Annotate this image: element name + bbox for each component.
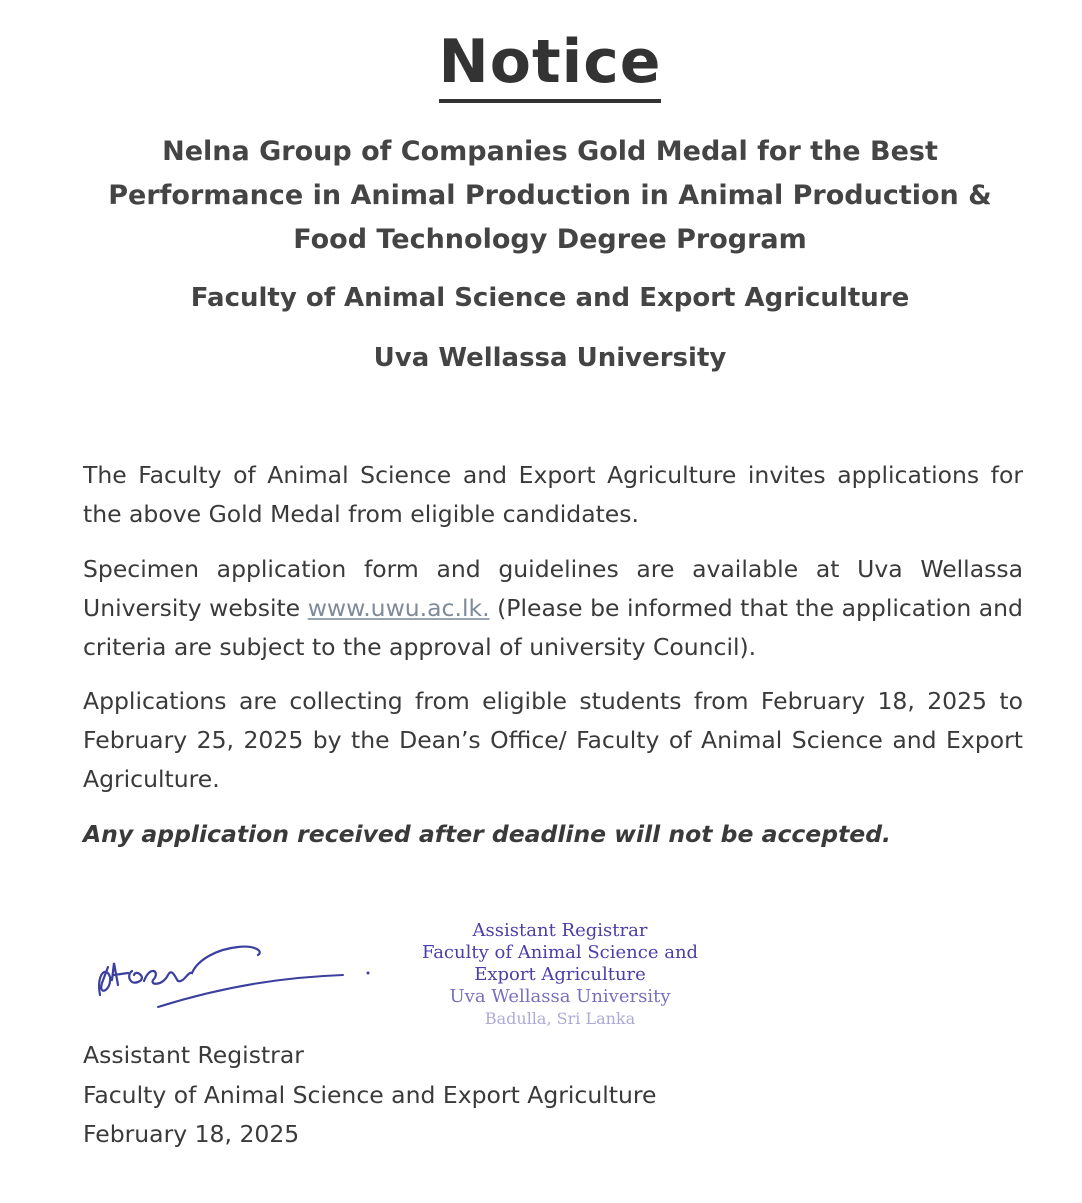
deadline-warning: Any application received after deadline will not be accepted. [83, 820, 891, 848]
notice-title: Notice [0, 26, 1082, 98]
signoff-faculty: Faculty of Animal Science and Export Agriculture [83, 1080, 657, 1109]
stamp-line-faculty: Faculty of Animal Science and [421, 942, 699, 963]
invitation-paragraph: The Faculty of Animal Science and Export Agriculture invites applications for the above Gold Medal from eligible candidates. [83, 461, 1023, 528]
guidelines-paragraph [83, 550, 1023, 667]
signoff-title: Assistant Registrar [83, 1041, 304, 1069]
approval-note: (Please be informed that the application and criteria are subject to the approval of university Council). [83, 594, 1023, 661]
stamp-line-location: Badulla, Sri Lanka [484, 1009, 636, 1028]
university-heading: Uva Wellassa University [373, 343, 727, 373]
signoff-date: February 18, 2025 [83, 1120, 300, 1148]
stamp-line-department: Export Agriculture [474, 964, 646, 985]
faculty-heading: Faculty of Animal Science and Export Agriculture [190, 283, 910, 313]
stamp-line-university: Uva Wellassa University [449, 986, 671, 1007]
stamp-line-title: Assistant Registrar [472, 920, 648, 941]
university-website-link[interactable]: www.uwu.ac.lk. [307, 594, 490, 622]
award-title: Nelna Group of Companies Gold Medal for the Best Performance in Animal Production in Animal Production & Food Technology Degree Program [108, 136, 992, 255]
collection-period-paragraph: Applications are collecting from eligible students from February 18, 2025 to February 25, 2025 by the Dean’s Office/ Faculty of Animal Science and Export Agriculture. [83, 687, 1023, 793]
official-stamp [410, 920, 710, 1030]
signoff-block [83, 1036, 657, 1155]
signature [88, 935, 378, 1025]
guidelines-text: Specimen application form and guidelines are available at Uva Wellassa University website [83, 555, 1023, 622]
